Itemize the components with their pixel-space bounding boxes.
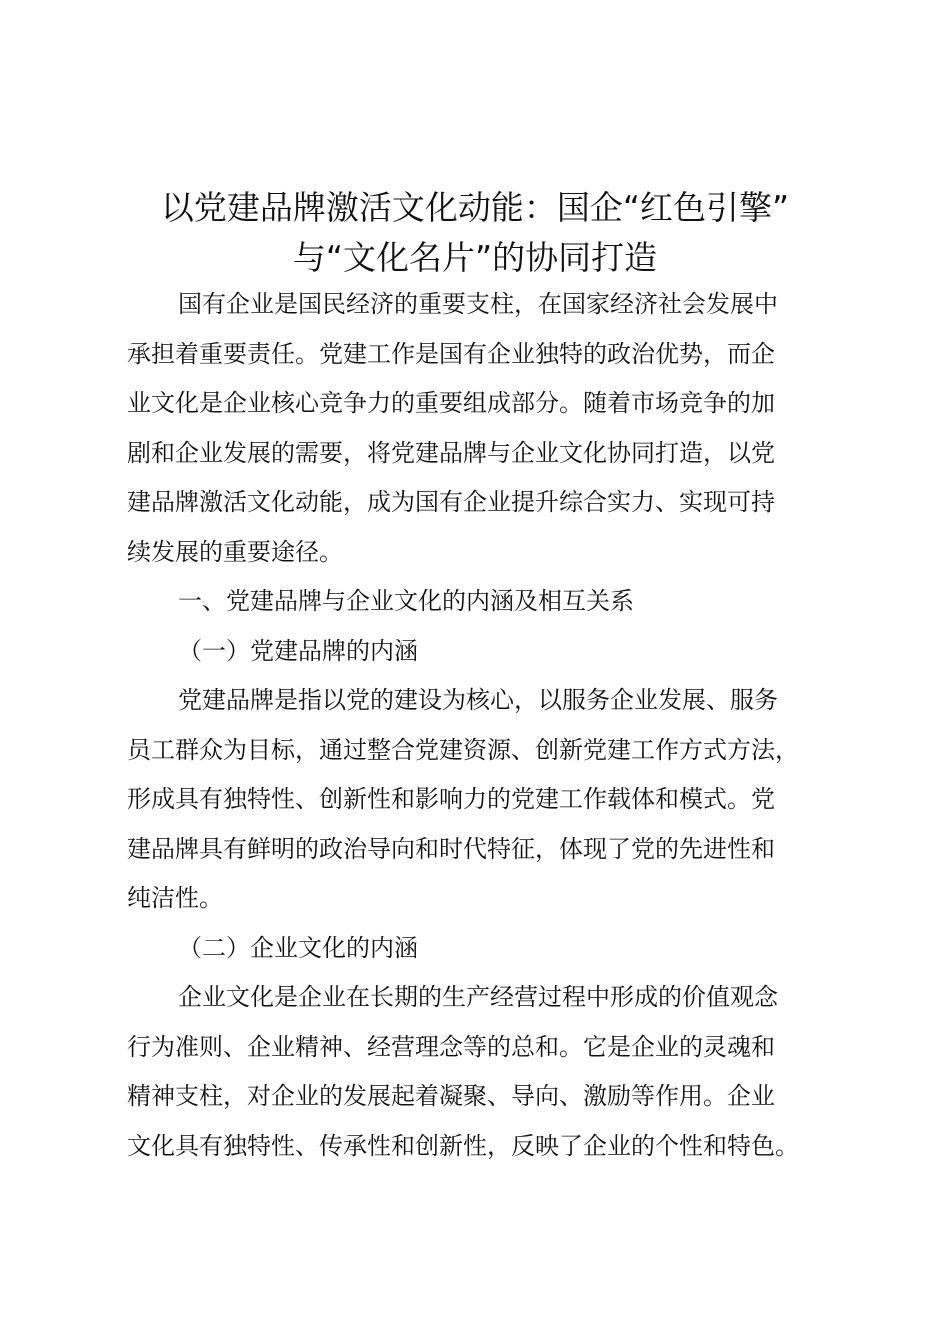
document-title-line-1: 以党建品牌激活文化动能：国企“红色引擎” xyxy=(160,188,790,227)
paragraph-line: 国有企业是国民经济的重要支柱，在国家经济社会发展中 xyxy=(178,290,778,318)
paragraph-line: 党建品牌是指以党的建设为核心，以服务企业发展、服务 xyxy=(178,686,778,714)
subsection-heading: （一）党建品牌的内涵 xyxy=(178,636,418,665)
paragraph-line: 续发展的重要途径。 xyxy=(127,537,343,566)
document-body xyxy=(127,280,847,1171)
intro-paragraph xyxy=(127,280,847,577)
subsection-heading: （二）企业文化的内涵 xyxy=(178,933,418,962)
paragraph-line: 企业文化是企业在长期的生产经营过程中形成的价值观念 xyxy=(178,983,778,1011)
paragraph-line: 承担着重要责任。党建工作是国有企业独特的政治优势，而企 xyxy=(127,339,775,368)
paragraph-line: 文化具有独特性、传承性和创新性，反映了企业的个性和特色。 xyxy=(127,1131,799,1160)
paragraph-line: 精神支柱，对企业的发展起着凝聚、导向、激励等作用。企业 xyxy=(127,1082,775,1110)
party-brand-paragraph xyxy=(127,676,847,924)
paragraph-line: 员工群众为目标，通过整合党建资源、创新党建工作方式方法， xyxy=(127,735,799,764)
corporate-culture-paragraph xyxy=(127,973,847,1171)
paragraph-line: 形成具有独特性、创新性和影响力的党建工作载体和模式。党 xyxy=(127,785,775,813)
document-title-line-2: 与“文化名片”的协同打造 xyxy=(292,238,658,277)
paragraph-line: 纯洁性。 xyxy=(127,884,223,912)
section-heading: 一、党建品牌与企业文化的内涵及相互关系 xyxy=(178,587,634,615)
paragraph-line: 行为准则、企业精神、经营理念等的总和。它是企业的灵魂和 xyxy=(127,1032,775,1061)
paragraph-line: 建品牌激活文化动能，成为国有企业提升综合实力、实现可持 xyxy=(127,488,775,516)
paragraph-line: 业文化是企业核心竞争力的重要组成部分。随着市场竞争的加 xyxy=(127,389,775,417)
paragraph-line: 剧和企业发展的需要，将党建品牌与企业文化协同打造，以党 xyxy=(127,438,775,467)
paragraph-line: 建品牌具有鲜明的政治导向和时代特征，体现了党的先进性和 xyxy=(127,834,775,863)
